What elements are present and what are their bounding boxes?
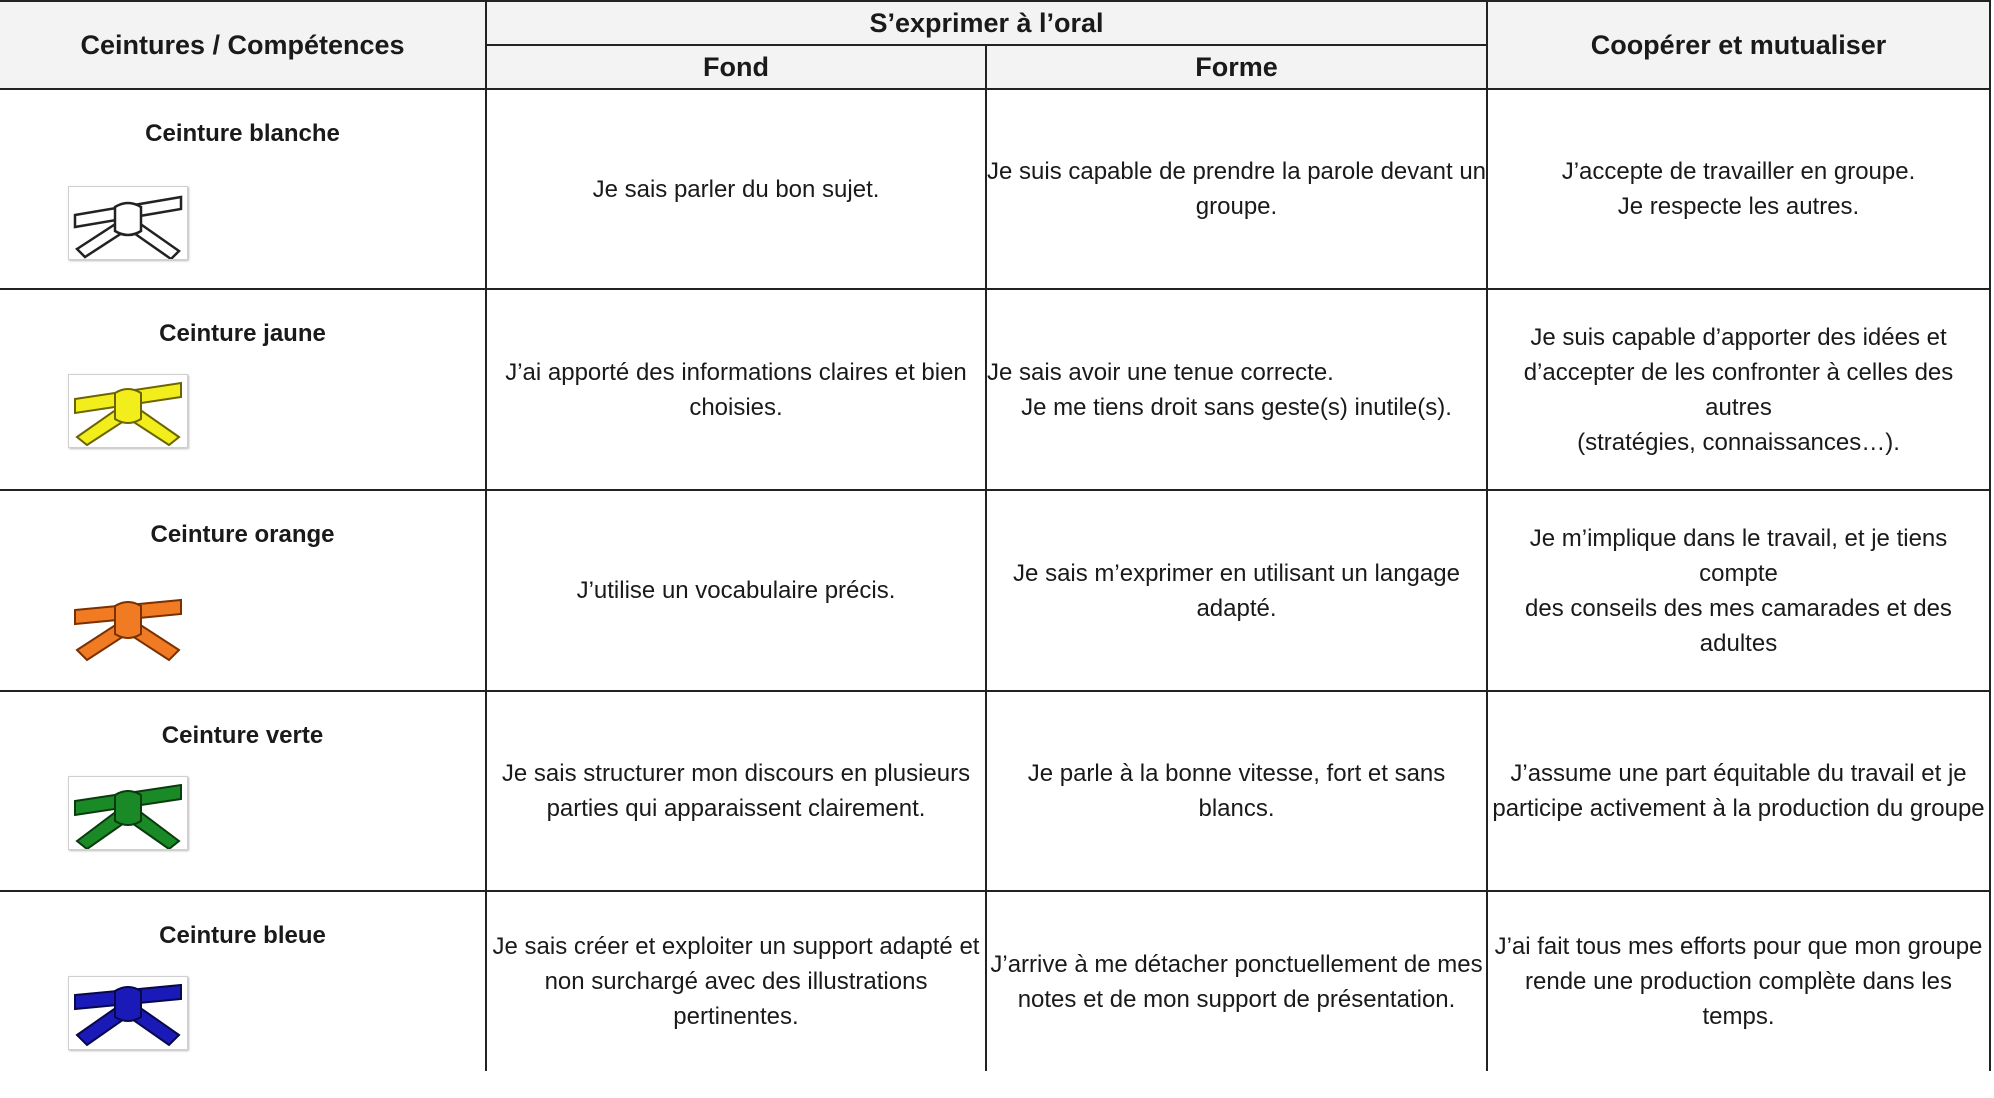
cooperer-cell [1487, 691, 1990, 891]
table-row [0, 289, 1990, 490]
green-belt-icon [68, 776, 188, 850]
text-line: Je respecte les autres. [1617, 193, 1860, 220]
yellow-belt-icon [68, 374, 188, 448]
belt-name: Ceinture jaune [159, 320, 326, 347]
text-line: J’accepte de travailler en groupe. [1561, 158, 1916, 185]
text-line: J’assume une part équitable du travail et je [1510, 760, 1967, 787]
forme-cell [986, 691, 1487, 891]
text-line: Je me tiens droit sans geste(s) inutile(s). [1021, 393, 1452, 421]
table-row [0, 891, 1990, 1071]
belt-name: Ceinture orange [150, 521, 335, 548]
text-line: Je sais créer et exploiter un support adapté et [492, 933, 980, 960]
fond-cell [486, 691, 986, 891]
text-line: des conseils des mes camarades et des adultes [1525, 594, 1952, 657]
text-line: J’utilise un vocabulaire précis. [576, 577, 896, 604]
text-line: Je suis capable de prendre la parole devant un [987, 158, 1487, 185]
cooperer-cell [1487, 891, 1990, 1071]
fond-cell [486, 891, 986, 1071]
text-line: Je sais m’exprimer en utilisant un langage [1013, 559, 1460, 587]
fond-cell [486, 89, 986, 289]
fond-cell [486, 289, 986, 490]
fond-cell [486, 490, 986, 691]
belt-name: Ceinture verte [161, 722, 324, 749]
belt-knot [75, 985, 181, 1045]
cooperer-cell [1487, 490, 1990, 691]
belt-knot [75, 383, 181, 445]
text-line: Je sais parler du bon sujet. [592, 175, 880, 203]
header-forme: Forme [986, 45, 1487, 89]
belt-knot [75, 197, 181, 259]
forme-cell [986, 891, 1487, 1071]
text-line: J’ai fait tous mes efforts pour que mon groupe [1494, 933, 1983, 960]
header-belts-skills: Ceintures / Compétences [0, 1, 486, 89]
header-cooperate: Coopérer et mutualiser [1487, 1, 1990, 89]
table-row [0, 490, 1990, 691]
belt-knot [75, 600, 181, 660]
text-line: non surchargé avec des illustrations [544, 968, 928, 995]
text-line: participe activement à la production du groupe [1492, 795, 1985, 822]
text-line: pertinentes. [673, 1003, 799, 1030]
belt-name: Ceinture bleue [159, 922, 326, 949]
orange-belt-icon [68, 591, 188, 665]
white-belt-icon [68, 186, 188, 260]
belt-cell [0, 691, 486, 891]
text-line: Je suis capable d’apporter des idées et [1530, 323, 1947, 351]
text-line: J’arrive à me détacher ponctuellement de mes [990, 950, 1483, 978]
table-row [0, 89, 1990, 289]
belt-name: Ceinture blanche [145, 120, 340, 147]
text-line: (stratégies, connaissances…). [1577, 428, 1900, 456]
header-fond: Fond [486, 45, 986, 89]
text-line: Je parle à la bonne vitesse, fort et sans blancs. [1027, 760, 1446, 822]
forme-cell [986, 289, 1487, 490]
text-line: Je sais structurer mon discours en plusieurs [501, 760, 971, 787]
text-line: parties qui apparaissent clairement. [546, 795, 926, 822]
forme-cell [986, 490, 1487, 691]
text-line: Je sais avoir une tenue correcte. [987, 358, 1334, 386]
belt-cell [0, 490, 486, 691]
table-row [0, 691, 1990, 891]
header-oral-expression: S’exprimer à l’oral [486, 1, 1487, 45]
blue-belt-icon [68, 976, 188, 1050]
text-line: J’ai apporté des informations claires et bien [505, 358, 967, 386]
text-line: Je m’implique dans le travail, et je tiens compte [1529, 524, 1948, 587]
belt-cell [0, 891, 486, 1071]
text-line: choisies. [689, 393, 783, 421]
cooperer-cell [1487, 289, 1990, 490]
belt-knot [75, 785, 181, 849]
belt-cell [0, 289, 486, 490]
text-line: rende une production complète dans les temps. [1525, 968, 1952, 1030]
forme-cell [986, 89, 1487, 289]
text-line: adapté. [1196, 594, 1277, 622]
text-line: d’accepter de les confronter à celles des autres [1523, 358, 1954, 421]
belt-cell [0, 89, 486, 289]
cooperer-cell [1487, 89, 1990, 289]
text-line: groupe. [1195, 193, 1278, 220]
text-line: notes et de mon support de présentation. [1017, 985, 1456, 1013]
